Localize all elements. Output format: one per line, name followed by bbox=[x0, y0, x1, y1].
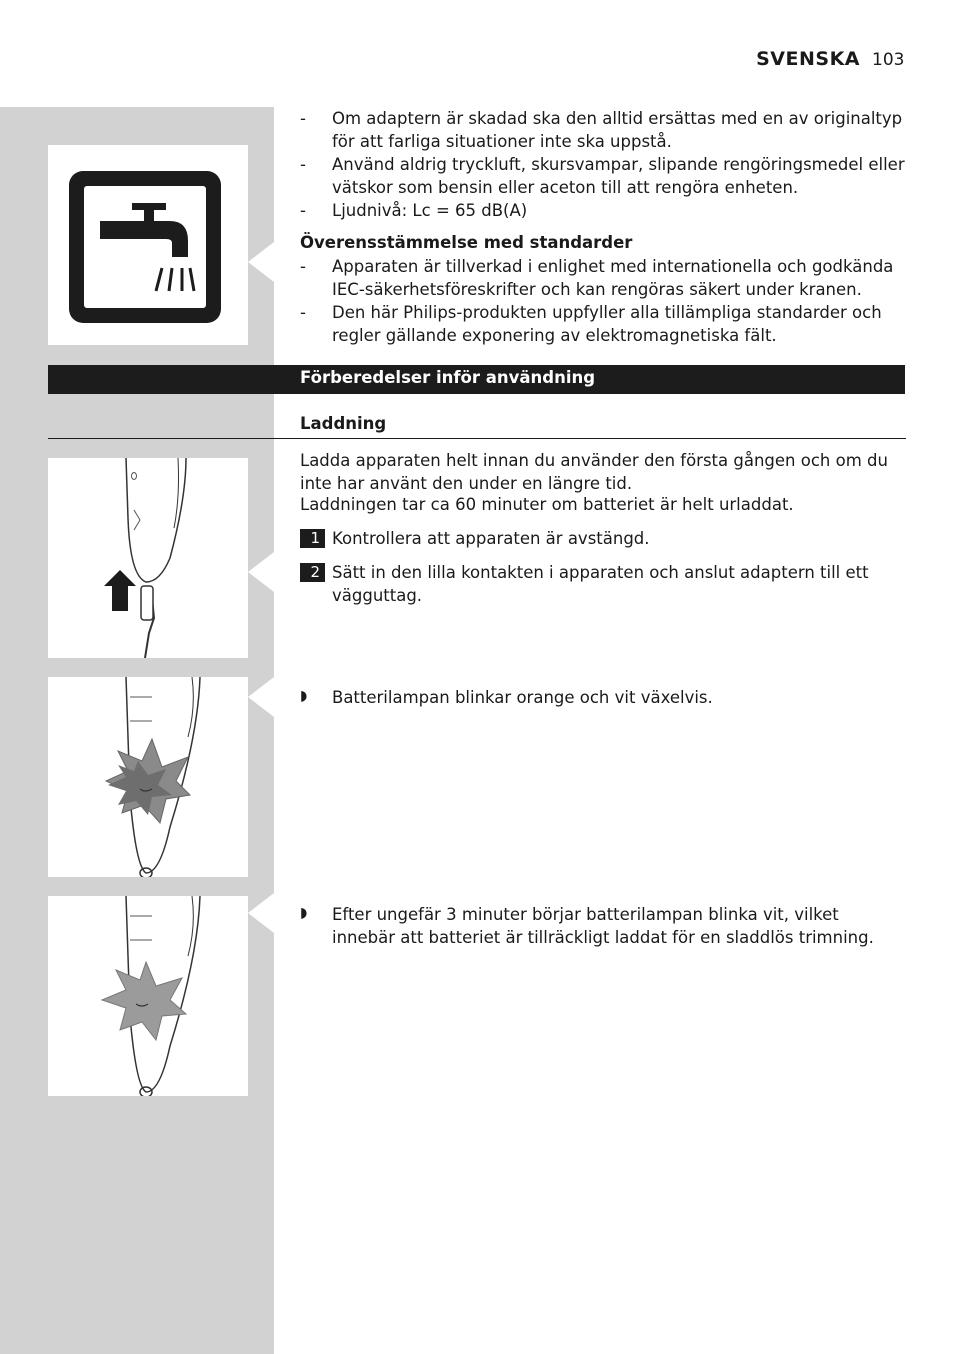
figure-pointer bbox=[248, 242, 274, 282]
result-marker: ◗ bbox=[300, 905, 308, 921]
figure-pointer bbox=[248, 677, 274, 717]
section-title: Förberedelser inför användning bbox=[300, 368, 596, 387]
figure-plug-in bbox=[48, 458, 248, 658]
step-text: Kontrollera att apparaten är avstängd. bbox=[332, 529, 650, 548]
faucet-icon bbox=[48, 145, 248, 345]
divider bbox=[48, 438, 906, 439]
figure-blink-orange-white bbox=[48, 677, 248, 877]
step-number: 1 bbox=[300, 529, 325, 548]
charging-heading: Laddning bbox=[300, 414, 387, 433]
result-text: Efter ungefär 3 minuter börjar batterilampan blinka vit, vilket innebär att batteriet är tillräckligt laddat för en sladdlös trimning. bbox=[332, 905, 874, 947]
trimmer-plug-illustration bbox=[48, 458, 248, 658]
step-number: 2 bbox=[300, 563, 325, 582]
figure-pointer bbox=[248, 552, 274, 592]
page-number: 103 bbox=[872, 50, 905, 70]
result-marker: ◗ bbox=[300, 688, 308, 704]
charging-paragraph: Laddningen tar ca 60 minuter om batteriet är helt urladdat. bbox=[300, 495, 794, 514]
section-bar bbox=[48, 365, 905, 394]
figure-blink-white bbox=[48, 896, 248, 1096]
charging-paragraph: Ladda apparaten helt innan du använder den första gången och om du inte har använt den under en längre tid. bbox=[300, 451, 888, 493]
trimmer-blink-white-illustration bbox=[48, 896, 248, 1096]
step-text: Sätt in den lilla kontakten i apparaten och anslut adaptern till ett vägguttag. bbox=[332, 563, 869, 605]
trimmer-blink-illustration bbox=[48, 677, 248, 877]
language-title: SVENSKA bbox=[756, 48, 860, 70]
figure-rinse-symbol bbox=[48, 145, 248, 345]
figure-pointer bbox=[248, 893, 274, 933]
standards-heading: Överensstämmelse med standarder bbox=[300, 233, 633, 252]
result-text: Batterilampan blinkar orange och vit växelvis. bbox=[332, 688, 713, 707]
